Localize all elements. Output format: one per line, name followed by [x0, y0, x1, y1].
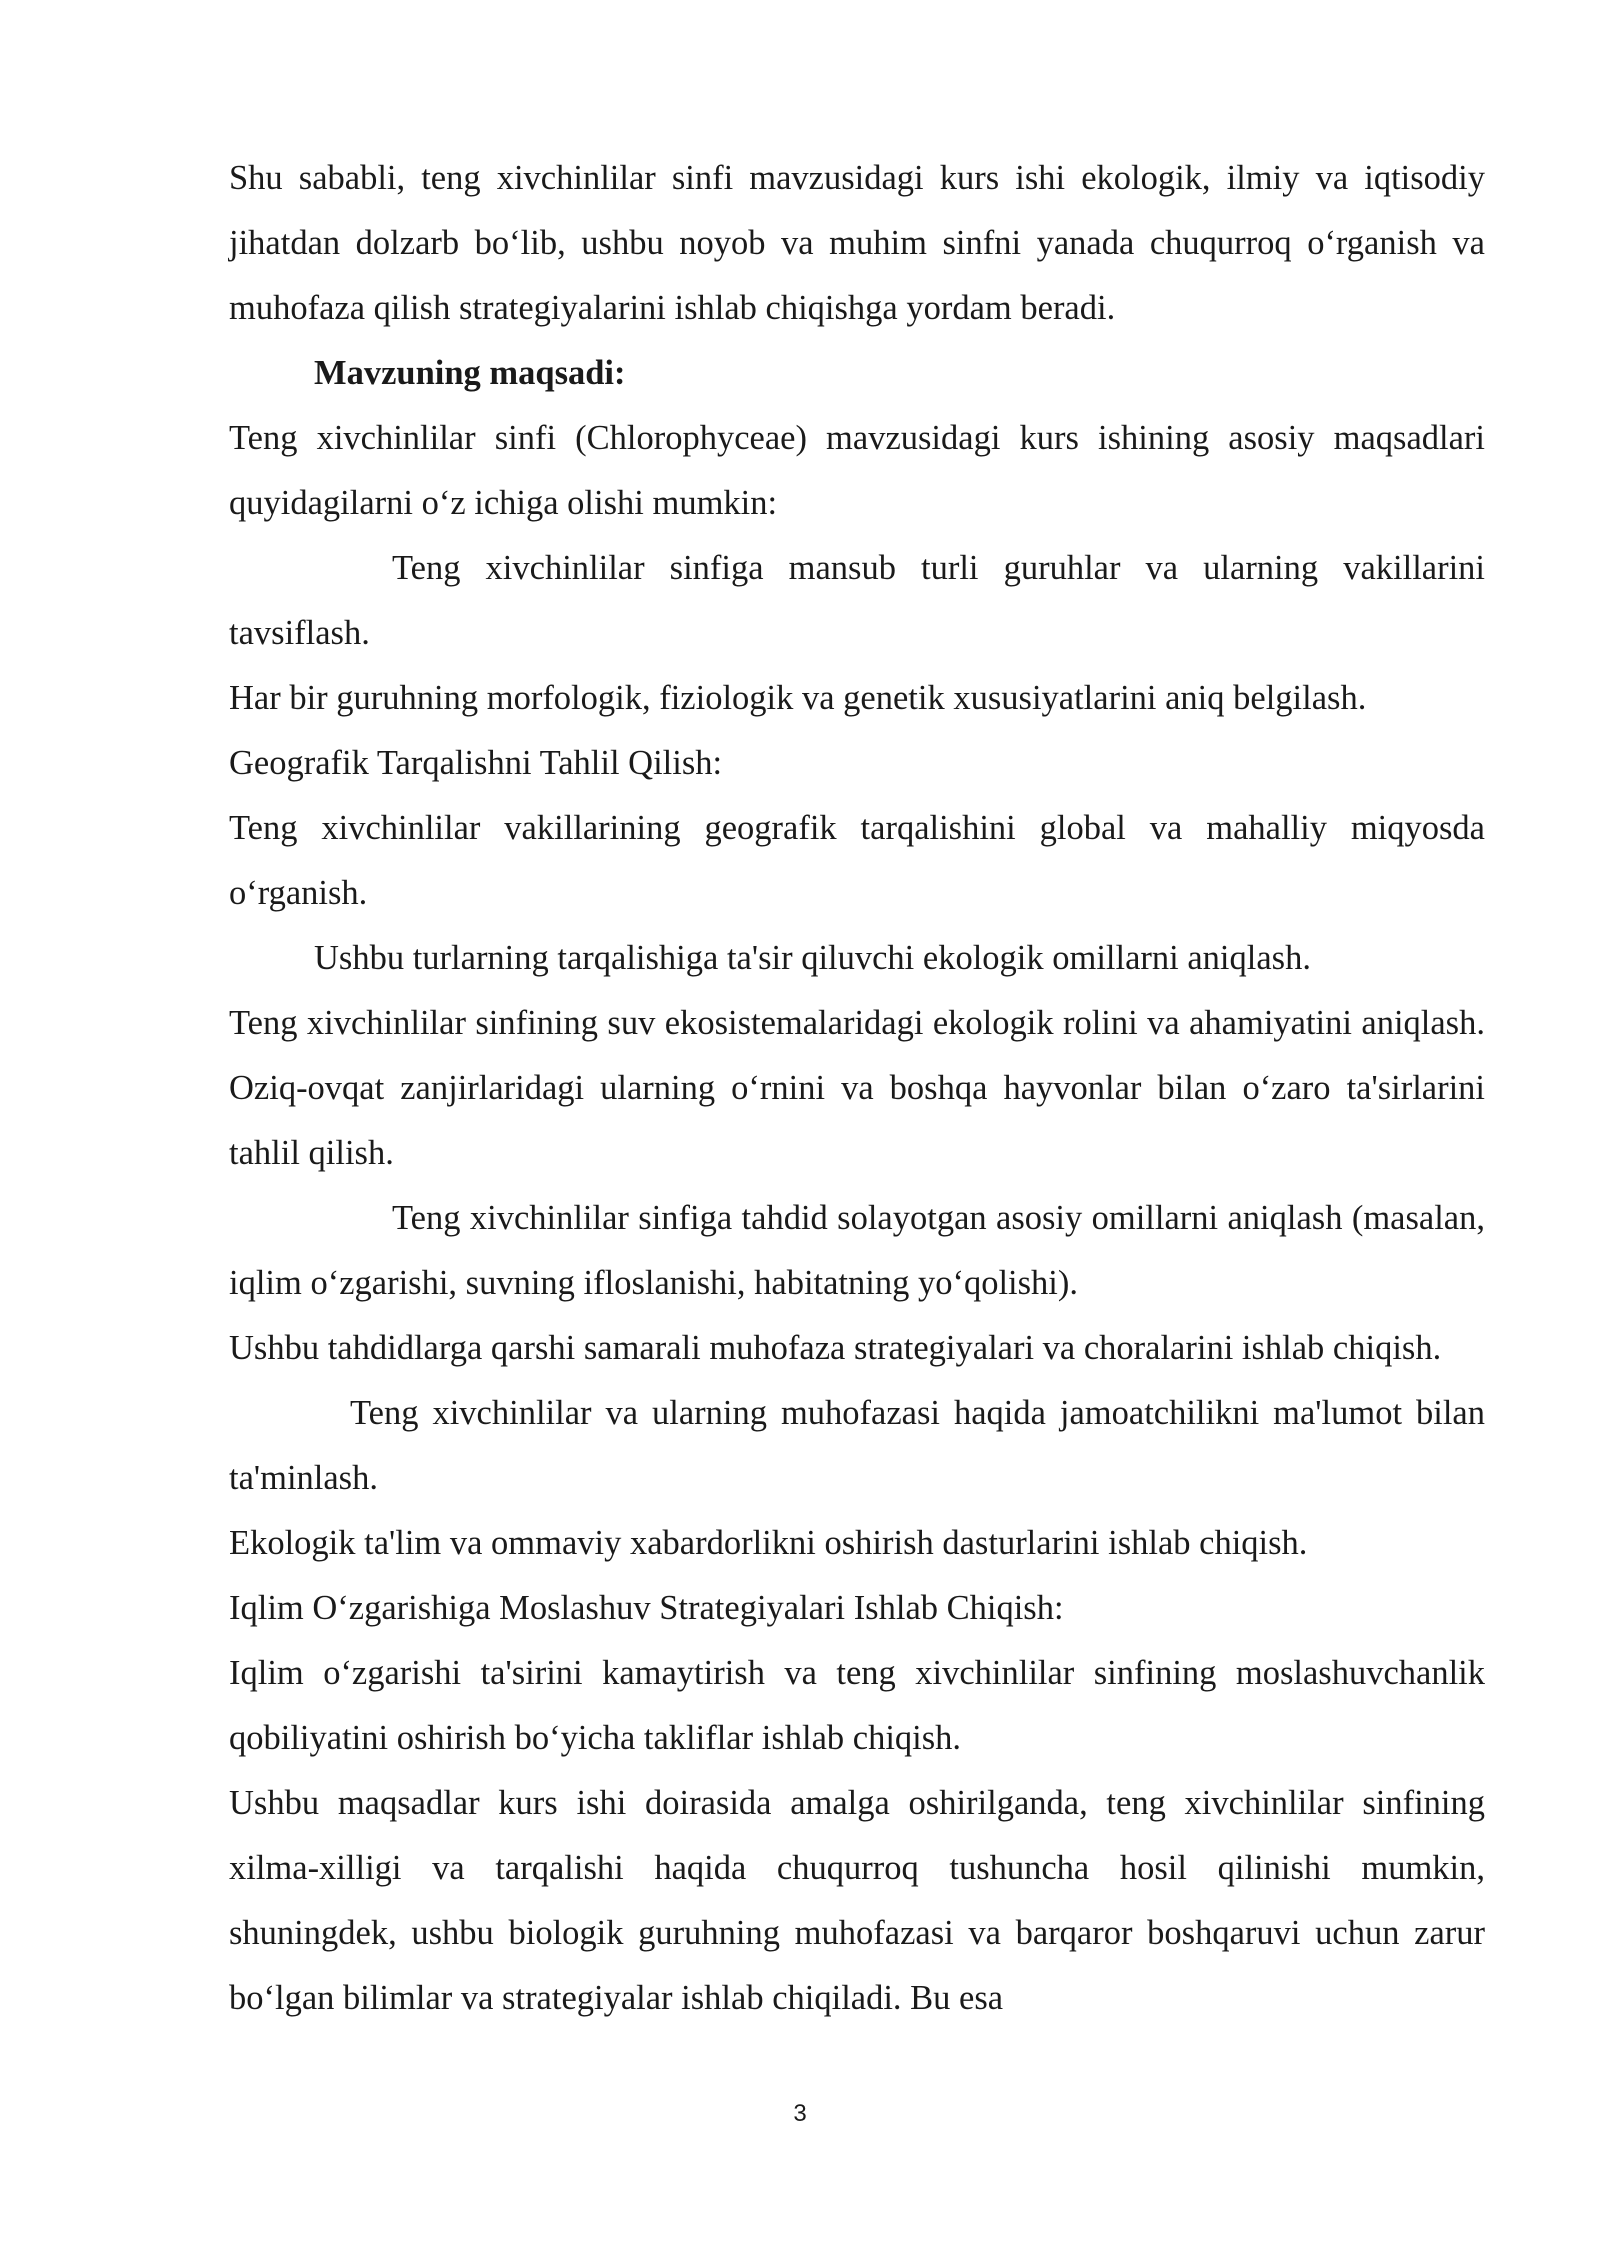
paragraph-goal-describe: Teng xivchinlilar sinfiga mansub turli guruhlar va ularning vakillarini tavsiflash. — [229, 549, 1485, 652]
paragraph-climate: Iqlim o‘zgarishi ta'sirini kamaytirish va teng xivchinlilar sinfining moslashuvchanlik qobiliyatini oshirish bo‘yicha takliflar ishlab chiqish. — [229, 1654, 1485, 1757]
paragraph-conclusion: Ushbu maqsadlar kurs ishi doirasida amalga oshirilganda, teng xivchinlilar sinfining xilma-xilligi va tarqalishi haqida chuqurroq tushuncha hosil qilinishi mumkin, shuningdek, ushbu biologik guruhning muhofazasi va barqaror boshqaruvi uchun zarur bo‘lgan bilimlar va strategiyalar ishlab chiqiladi. Bu esa — [229, 1784, 1485, 2017]
page-body — [229, 146, 1485, 2031]
paragraph-eco-role: Teng xivchinlilar sinfining suv ekosistemalaridagi ekologik rolini va ahamiyatini aniqlash. Oziq-ovqat zanjirlaridagi ularning o‘rnini va boshqa hayvonlar bilan o‘zaro ta'sirlarini tahlil qilish. — [229, 1004, 1485, 1172]
paragraph-threats: Teng xivchinlilar sinfiga tahdid solayotgan asosiy omillarni aniqlash (masalan, iqlim o‘zgarishi, suvning ifloslanishi, habitatning yo‘qolishi). — [229, 1199, 1485, 1302]
paragraph-public-awareness: Teng xivchinlilar va ularning muhofazasi haqida jamoatchilikni ma'lumot bilan ta'minlash. — [229, 1394, 1485, 1497]
paragraph-eco-factors: Ushbu turlarning tarqalishiga ta'sir qiluvchi ekologik omillarni aniqlash. — [314, 939, 1311, 977]
paragraph-goals-intro: Teng xivchinlilar sinfi (Chlorophyceae) mavzusidagi kurs ishining asosiy maqsadlari quyidagilarni o‘z ichiga olishi mumkin: — [229, 419, 1485, 522]
paragraph-education: Ekologik ta'lim va ommaviy xabardorlikni oshirish dasturlarini ishlab chiqish. — [229, 1524, 1308, 1562]
section-heading-goal: Mavzuning maqsadi: — [314, 354, 626, 392]
subheading-geography: Geografik Tarqalishni Tahlil Qilish: — [229, 744, 723, 782]
paragraph-goal-traits: Har bir guruhning morfologik, fiziologik va genetik xususiyatlarini aniq belgilash. — [229, 679, 1367, 717]
paragraph-intro: Shu sababli, teng xivchinlilar sinfi mavzusidagi kurs ishi ekologik, ilmiy va iqtisodiy jihatdan dolzarb bo‘lib, ushbu noyob va muhim sinfni yanada chuqurroq o‘rganish va muhofaza qilish strategiyalarini ishlab chiqishga yordam beradi. — [229, 159, 1485, 327]
page-number: 3 — [793, 2100, 807, 2127]
subheading-climate: Iqlim O‘zgarishiga Moslashuv Strategiyalari Ishlab Chiqish: — [229, 1589, 1064, 1627]
paragraph-geography: Teng xivchinlilar vakillarining geografik tarqalishini global va mahalliy miqyosda o‘rganish. — [229, 809, 1485, 912]
paragraph-protection: Ushbu tahdidlarga qarshi samarali muhofaza strategiyalari va choralarini ishlab chiqish. — [229, 1329, 1442, 1367]
